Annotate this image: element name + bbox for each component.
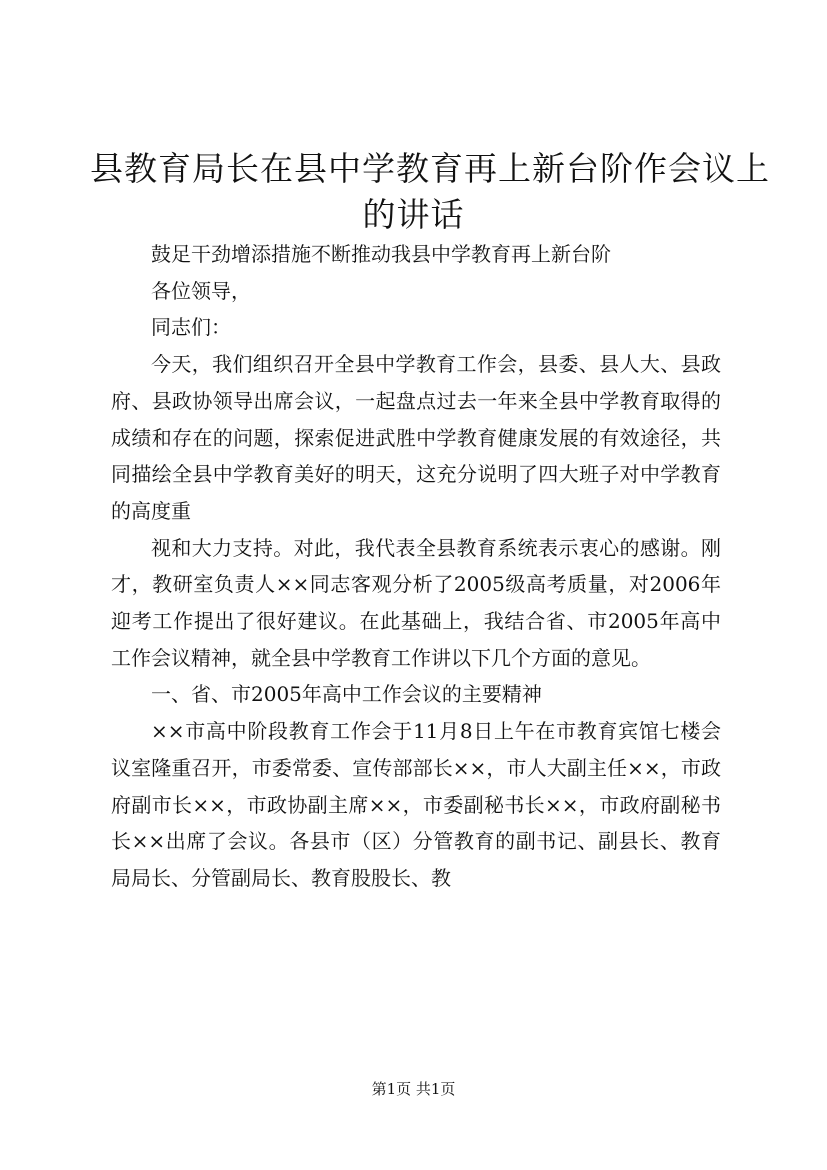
page-footer: 第1页 共1页: [371, 1080, 456, 1098]
salutation-leaders: 各位领导，: [151, 278, 251, 303]
section-heading: 一、省、市2005年高中工作会议的主要精神: [151, 682, 542, 707]
body-paragraph: 今天，我们组织召开全县中学教育工作会，县委、县人大、县政府、县政协领导出席会议，一起盘点过去一年来全县中学教育取得的成绩和存在的问题，探索促进武胜中学教育健康发展的有效途径，共同描绘全县中学教育美好的明天，这充分说明了四大班子对中学教育的高度重: [111, 352, 721, 523]
body-paragraph: ××市高中阶段教育工作会于11月8日上午在市教育宾馆七楼会议室隆重召开，市委常委、宣传部部长××，市人大副主任××，市政府副市长××，市政协副主席××，市委副秘书长××，市政府副秘书长××出席了会议。各县市（区）分管教育的副书记、副县长、教育局局长、分管副局长、教育股股长、教: [111, 719, 721, 890]
document-body: [111, 236, 721, 897]
document-title: [90, 146, 770, 238]
subtitle-paragraph: 鼓足干劲增添措施不断推动我县中学教育再上新台阶: [151, 242, 611, 266]
title-line-1: 县教育局长在县中学教育再上新台阶作会议上: [90, 149, 770, 188]
salutation-comrades: 同志们：: [151, 315, 231, 340]
title-line-2: 的讲话: [362, 195, 465, 234]
body-paragraph: 视和大力支持。对此，我代表全县教育系统表示衷心的感谢。刚才，教研室负责人××同志客观分析了2005级高考质量，对2006年迎考工作提出了很好建议。在此基础上，我结合省、市2005年高中工作会议精神，就全县中学教育工作讲以下几个方面的意见。: [111, 535, 721, 670]
